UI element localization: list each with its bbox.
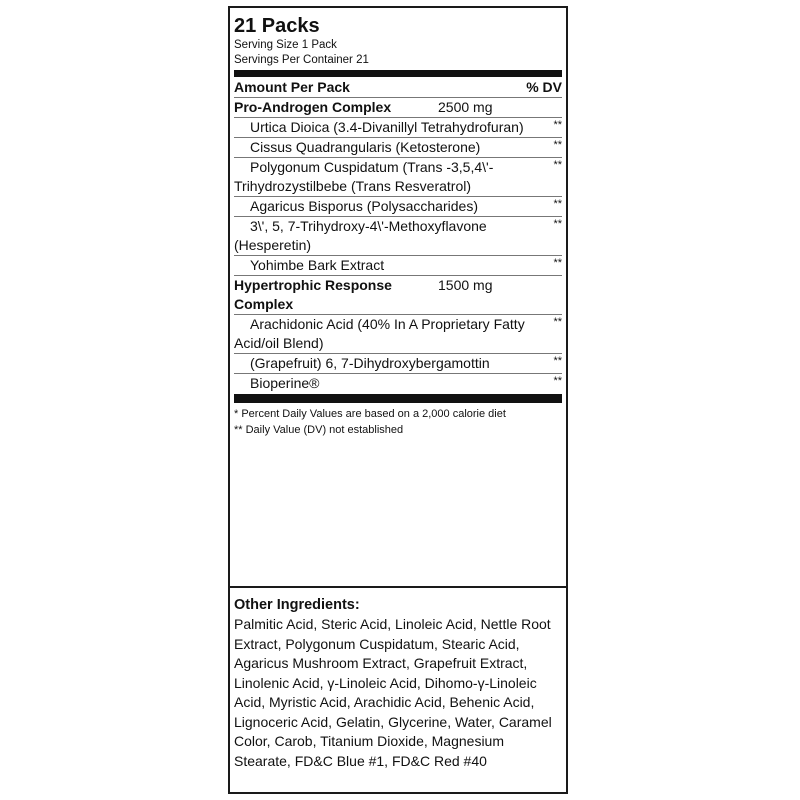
complex-row — [234, 97, 562, 117]
dv-value: ** — [553, 316, 562, 328]
ingredient-name: Polygonum Cuspidatum (Trans -3,5,4\'-Trihydrozystilbebe (Trans Resveratrol) — [234, 159, 494, 194]
ingredient-name: Yohimbe Bark Extract — [250, 257, 385, 273]
serving-size: Serving Size 1 Pack — [234, 39, 337, 51]
footnotes — [234, 406, 562, 438]
ingredient-row — [234, 117, 562, 137]
ingredient-name: Agaricus Bisporus (Polysaccharides) — [250, 198, 478, 214]
dv-value: ** — [553, 198, 562, 210]
header-row — [234, 77, 562, 97]
ingredient-name: (Grapefruit) 6, 7-Dihydroxybergamottin — [250, 355, 490, 371]
dv-header: % DV — [526, 79, 562, 95]
footnote-dv-not-established: ** Daily Value (DV) not established — [234, 424, 404, 436]
ingredient-row — [234, 255, 562, 275]
ingredient-row — [234, 314, 562, 353]
dv-value: ** — [553, 257, 562, 269]
ingredient-row — [234, 353, 562, 373]
ingredient-row — [234, 373, 562, 393]
section-divider — [230, 586, 566, 588]
dv-value: ** — [553, 355, 562, 367]
dv-value: ** — [553, 159, 562, 171]
supplement-facts-label — [228, 6, 568, 794]
ingredient-row — [234, 216, 562, 255]
package-title: 21 Packs — [234, 15, 320, 37]
amount-value: 1500 mg — [438, 277, 493, 293]
amount-value: 2500 mg — [438, 99, 493, 115]
servings-per-container: Servings Per Container 21 — [234, 54, 369, 66]
thick-divider-bottom — [234, 394, 562, 403]
complex-row — [234, 275, 562, 314]
thick-divider-top — [234, 70, 562, 77]
ingredient-name: 3\', 5, 7-Trihydroxy-4\'-Methoxyflavone (Hesperetin) — [234, 218, 487, 253]
complex-name: Pro-Androgen Complex — [234, 99, 392, 115]
dv-value: ** — [553, 139, 562, 151]
footnote-percent-dv: * Percent Daily Values are based on a 2,000 calorie diet — [234, 408, 506, 420]
ingredient-name: Urtica Dioica (3.4-Divanillyl Tetrahydrofuran) — [250, 119, 524, 135]
dv-value: ** — [553, 119, 562, 131]
ingredient-name: Arachidonic Acid (40% In A Proprietary Fatty Acid/oil Blend) — [234, 316, 525, 351]
dv-value: ** — [553, 375, 562, 387]
supplement-facts-panel — [234, 14, 562, 438]
ingredient-name: Cissus Quadrangularis (Ketosterone) — [250, 139, 481, 155]
other-ingredients-list: Palmitic Acid, Steric Acid, Linoleic Acid, Nettle Root Extract, Polygonum Cuspidatum, Stearic Acid, Agaricus Mushroom Extract, Grapefruit Extract, Linolenic Acid, γ-Linoleic Acid, Dihomo-γ-Linoleic Acid, Myristic Acid, Arachidic Acid, Behenic Acid, Lignoceric Acid, Gelatin, Glycerine, Water, Caramel Color, Carob, Titanium Dioxide, Magnesium Stearate, FD&C Blue #1, FD&C Red #40 — [234, 616, 552, 769]
complex-name: Hypertrophic Response Complex — [234, 277, 392, 312]
other-ingredients-title: Other Ingredients: — [234, 597, 360, 613]
ingredient-name: Bioperine® — [250, 375, 320, 391]
ingredient-row — [234, 137, 562, 157]
dv-value: ** — [553, 218, 562, 230]
ingredient-rows — [234, 97, 562, 393]
ingredient-row — [234, 196, 562, 216]
ingredient-row — [234, 157, 562, 196]
amount-per-pack-header: Amount Per Pack — [234, 79, 350, 95]
other-ingredients-section — [234, 595, 564, 771]
